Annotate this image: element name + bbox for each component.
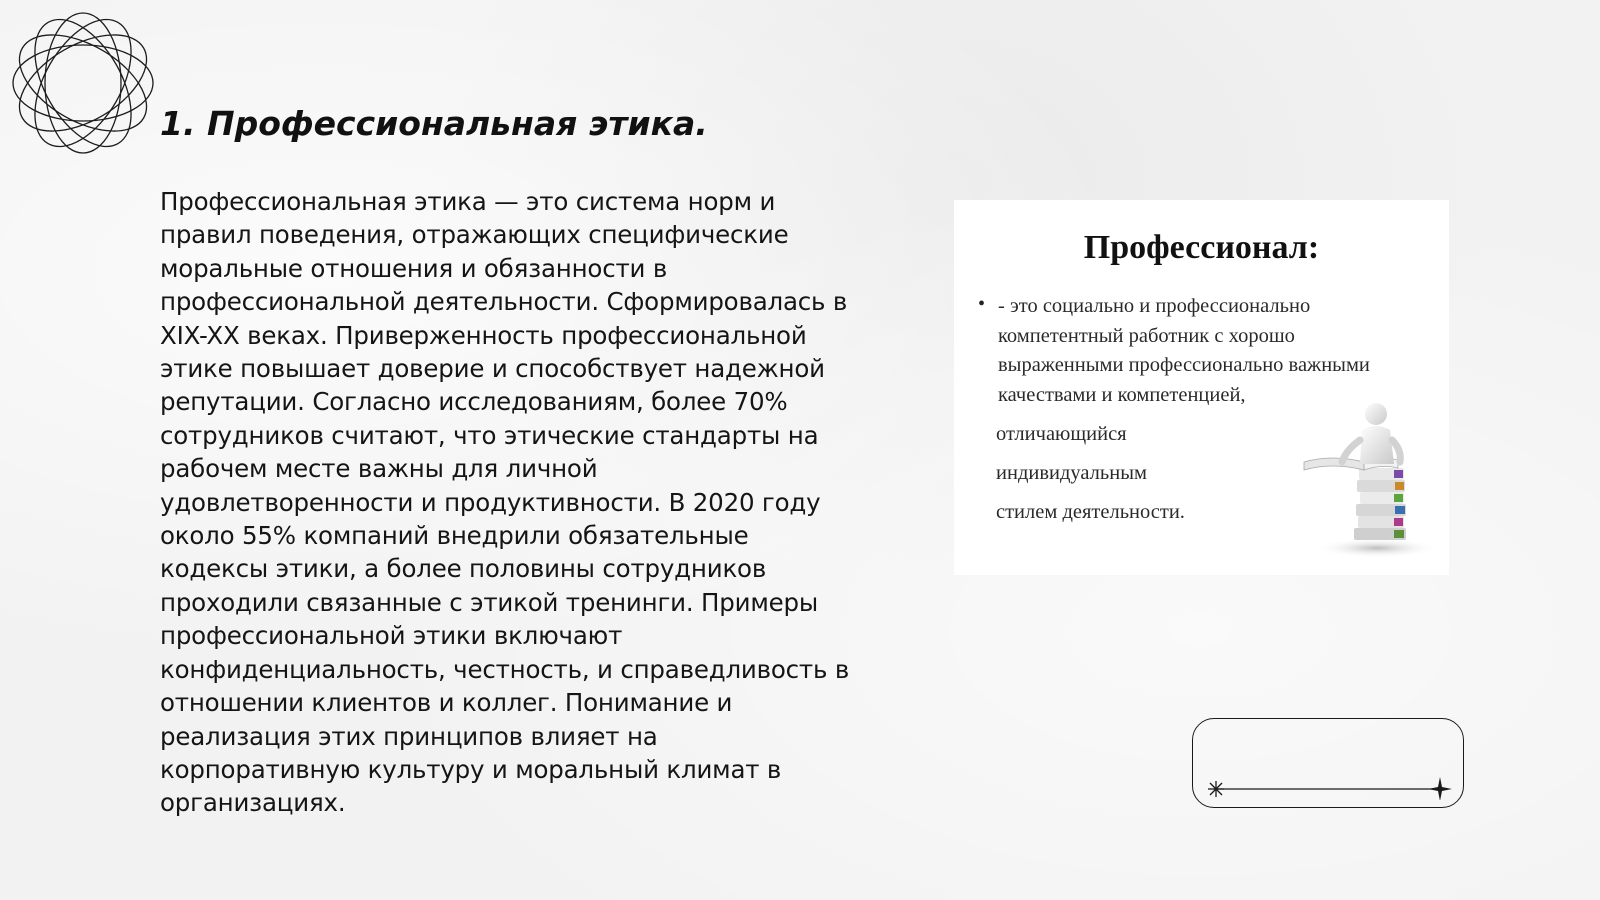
slide-body-text: Профессиональная этика — это система норм и правил поведения, отражающих специфические моральные отношения и обязанности в профессиональной деятельности. Сформировалась в XIX-XX веках. Приверженность профессиональной этике повышает доверие и способствует надежной репутации. Согласно исследованиям, более 70% сотрудников считают, что этические стандарты на рабочем месте важны для личной удовлетворенности и продуктивности. В 2020 году около 55% компаний внедрили обязательные кодексы этики, а более половины сотрудников проходили связанные с этикой тренинги. Примеры профессиональной этики включают конфиденциальность, честность, и справедливость в отношении клиентов и коллег. Понимание и реализация этих принципов влияет на корпоративную культуру и моральный климат в организациях. [160, 187, 850, 818]
card-line-1: отличающийся [996, 423, 1127, 445]
card-line-3: стилем деятельности. [996, 501, 1185, 523]
definition-card [954, 200, 1449, 575]
card-bullet: • [978, 293, 986, 315]
card-definition: - это социально и профессионально компетентный работник с хорошо выраженными профессионально важными качествами и компетенцией, [998, 295, 1370, 406]
decorative-line [1206, 770, 1454, 800]
card-title: Профессионал: [1083, 229, 1320, 266]
orbit-rings-icon [10, 10, 156, 156]
slide-title: 1. Профессиональная этика. [160, 104, 708, 143]
sparkle-icon [1208, 781, 1224, 797]
person-reading-books-icon [1302, 400, 1442, 560]
card-line-2: индивидуальным [996, 462, 1147, 484]
star-cross-icon [1428, 777, 1452, 800]
